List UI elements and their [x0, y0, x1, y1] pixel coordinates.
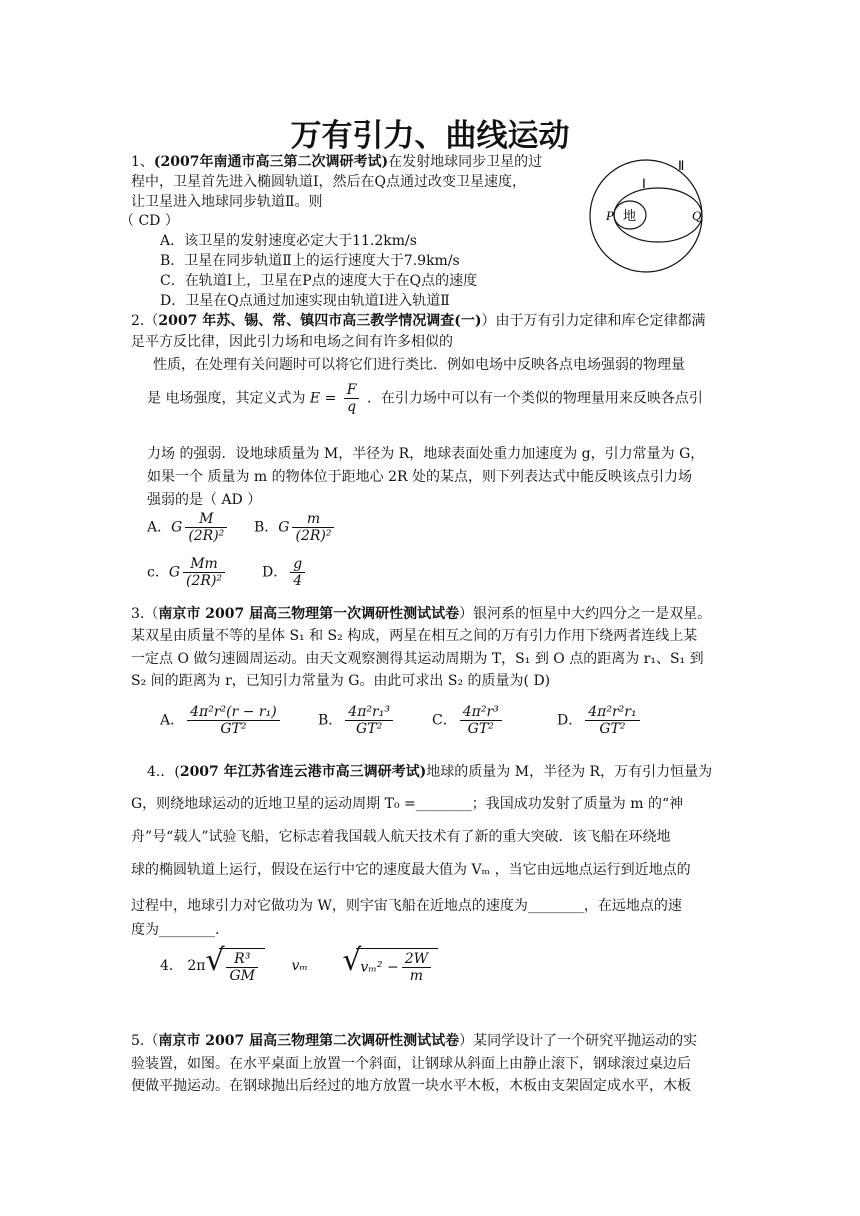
earth-label: 地 [623, 208, 637, 223]
q2-option-d-den: 4 [293, 573, 303, 590]
q2-option-c-label: c． [147, 564, 169, 581]
q3-option-a-label: A． [160, 712, 185, 729]
q4-answer-1-den: GM [229, 968, 256, 985]
q2-line6: 如果一个 质量为 m 的物体位于距地心 2R 处的某点，则下列表达式中能反映该点引力场 [147, 469, 692, 485]
q3-option-b-label: B． [318, 712, 343, 729]
q4-answer-1-num: R³ [226, 951, 258, 968]
q2-option-b-label: B． [254, 519, 279, 536]
orbit-diagram [570, 152, 720, 274]
orbit-ii-label: Ⅱ [678, 158, 685, 173]
q2-eq-fraction [344, 382, 360, 415]
q3-option-a-fraction [187, 704, 280, 737]
q3-line4: S₂ 间的距离为 r，已知引力常量为 G。由此可求出 S₂ 的质量为( D) [131, 673, 551, 689]
q4-line5: 过程中，地球引力对它做功为 W，则宇宙飞船在近地点的速度为________，在远地点的速 [131, 898, 682, 914]
q2-option-b-den: (2R)² [295, 528, 332, 545]
q2-line2: 足平方反比律，因此引力场和电场之间有许多相似的 [131, 334, 453, 350]
q5-number: 5.（ [131, 1033, 159, 1049]
q5-line2: 验装置，如图。在水平桌面上放置一个斜面，让钢球从斜面上由静止滚下，钢球滚过桌边后 [131, 1056, 691, 1072]
q2-option-b-fraction [292, 511, 334, 544]
q2-text: ）由于万有引力定律和库仑定律都满 [481, 313, 706, 329]
q3-option-d-label: D． [557, 712, 583, 729]
q1-line3: 让卫星进入地球同步轨道Ⅱ。则 [131, 194, 323, 210]
q3-line3: 一定点 O 做匀速圆周运动。由天文观察测得其运动周期为 T，S₁ 到 O 点的距离为 r₁、S₁ 到 [131, 651, 704, 667]
q1-answer: （ CD ） [120, 213, 179, 229]
q1-source: (2007年南通市高三第二次调研考试) [153, 154, 389, 170]
q3-option-c [432, 704, 505, 737]
q1-text: 在发射地球同步卫星的过 [388, 154, 543, 170]
q5-line3: 便做平抛运动。在钢球抛出后经过的地方放置一块水平木板，木板由支架固定成水平，木板 [131, 1078, 691, 1094]
q2-eq-den: q [347, 399, 357, 416]
q3-text: ）银河系的恒星中大约四分之一是双星。 [459, 606, 712, 622]
q3-option-c-num: 4π²r³ [460, 704, 502, 721]
q4-line1 [147, 761, 712, 781]
q3-option-c-den: GT² [467, 721, 494, 738]
q2-option-b-num: m [292, 511, 334, 528]
q3-option-a-num: 4π²r²(r − r₁) [187, 704, 280, 721]
q2-option-a-label: A． [147, 519, 172, 536]
q3-line1 [131, 603, 711, 623]
q4-answer-3-den: m [409, 968, 423, 985]
q4-answer-3-term: vₘ² − [360, 959, 399, 976]
q2-line3: 性质，在处理有关问题时可以将它们进行类比．例如电场中反映各点电场强弱的物理量 [153, 357, 685, 373]
q4-number: 4.．( [147, 764, 180, 780]
q1-line1 [131, 151, 542, 171]
sqrt-sign-icon: √ [342, 943, 362, 978]
q5-line1 [131, 1030, 697, 1050]
q2-option-a-den: (2R)² [188, 528, 225, 545]
q3-option-c-fraction [460, 704, 502, 737]
q4-line6: 度为________. [131, 922, 220, 938]
q3-option-c-label: C． [432, 712, 457, 729]
q1-option-a: A．该卫星的发射速度必定大于11.2km/s [160, 233, 417, 249]
q5-source: 南京市 2007 届高三物理第二次调研性测试试卷 [158, 1033, 460, 1049]
q2-line4-text-a: 是 电场强度，其定义式为 [147, 390, 306, 407]
q2-line1 [131, 310, 705, 330]
q4-answer-label: 4． [160, 958, 183, 975]
q4-answer-3-sqrt [342, 943, 438, 985]
q2-eq-lhs: E = [309, 390, 337, 407]
q3-option-d-num: 4π²r²r₁ [585, 704, 639, 721]
q2-line7: 强弱的是（ AD ） [147, 492, 262, 508]
q2-option-b [254, 511, 337, 544]
q3-option-d [557, 704, 643, 737]
q2-option-b-coef: G [278, 519, 290, 536]
point-p-label: P [606, 208, 614, 223]
q1-number: 1、 [131, 154, 154, 170]
point-q-label: Q [692, 208, 702, 223]
q1-line2: 程中，卫星首先进入椭圆轨道Ⅰ，然后在Q点通过改变卫星速度， [131, 174, 527, 190]
q2-option-d [262, 556, 308, 589]
q2-option-a [147, 511, 230, 544]
q1-option-c: C．在轨道Ⅰ上，卫星在P点的速度大于在Q点的速度 [160, 273, 478, 289]
q2-option-a-fraction [185, 511, 227, 544]
q5-text: ）某同学设计了一个研究平抛运动的实 [459, 1033, 698, 1049]
q3-option-d-den: GT² [599, 721, 626, 738]
q2-line4 [147, 382, 703, 415]
q4-line3: 舟”号“载人”试验飞船，它标志着我国载人航天技术有了新的重大突破．该飞船在环绕地 [131, 829, 671, 845]
q4-source: 2007 年江苏省连云港市高三调研考试) [179, 764, 427, 780]
q3-line2: 某双星由质量不等的星体 S₁ 和 S₂ 构成，两星在相互之间的万有引力作用下绕两者连线上某 [131, 628, 698, 644]
q2-option-a-num: M [185, 511, 227, 528]
q4-answer-2: vₘ [291, 958, 308, 975]
q3-number: 3.（ [131, 606, 159, 622]
q1-option-b: B．卫星在同步轨道Ⅱ上的运行速度大于7.9km/s [160, 253, 460, 269]
q3-option-b [318, 704, 396, 737]
q2-option-c-den: (2R)² [186, 573, 223, 590]
q4-answer-1-coef: 2π [187, 958, 206, 975]
q3-option-b-fraction [345, 704, 393, 737]
q2-eq-num: F [344, 382, 360, 399]
q4-answer-1-fraction [226, 951, 258, 984]
q3-option-d-fraction [585, 704, 639, 737]
q2-option-d-fraction [290, 556, 305, 589]
q2-option-c [147, 556, 228, 589]
q3-option-b-num: 4π²r₁³ [345, 704, 393, 721]
q2-option-a-coef: G [171, 519, 183, 536]
q4-line2: G，则绕地球运动的近地卫星的运动周期 T₀ =________；我国成功发射了质量为 m 的“神 [131, 796, 684, 812]
q2-number: 2.（ [131, 313, 159, 329]
orbit-i-label: Ⅰ [642, 176, 646, 191]
q4-answer-line [160, 943, 438, 985]
q4-answer-3-num: 2W [402, 951, 431, 968]
q2-source: 2007 年苏、锡、常、镇四市高三教学情况调查(一) [158, 313, 482, 329]
q4-answer-3-fraction [402, 951, 431, 984]
q4-text: 地球的质量为 M，半径为 R，万有引力恒量为 [426, 764, 713, 780]
q3-source: 南京市 2007 届高三物理第一次调研性测试试卷 [158, 606, 460, 622]
page-title: 万有引力、曲线运动 [290, 118, 570, 154]
sqrt-sign-icon: √ [205, 943, 225, 978]
q2-line4-text-b: ．在引力场中可以有一个类似的物理量用来反映各点引 [366, 390, 703, 407]
q2-line5: 力场 的强弱．设地球质量为 M，半径为 R，地球表面处重力加速度为 g，引力常量为 G， [147, 446, 705, 462]
q4-answer-1-sqrt [205, 943, 265, 985]
q2-option-c-coef: G [168, 564, 181, 581]
q3-option-b-den: GT² [356, 721, 383, 738]
q2-option-d-num: g [290, 556, 305, 573]
q4-line4: 球的椭圆轨道上运行，假设在运行中它的速度最大值为 Vₘ ，当它由远地点运行到近地点的 [131, 862, 691, 878]
q3-option-a [160, 704, 283, 737]
q2-option-c-fraction [183, 556, 225, 589]
q1-option-d: D．卫星在Q点通过加速实现由轨道Ⅰ进入轨道Ⅱ [160, 293, 450, 309]
q2-option-d-label: D． [262, 564, 288, 581]
q2-option-c-num: Mm [183, 556, 225, 573]
q3-option-a-den: GT² [220, 721, 247, 738]
